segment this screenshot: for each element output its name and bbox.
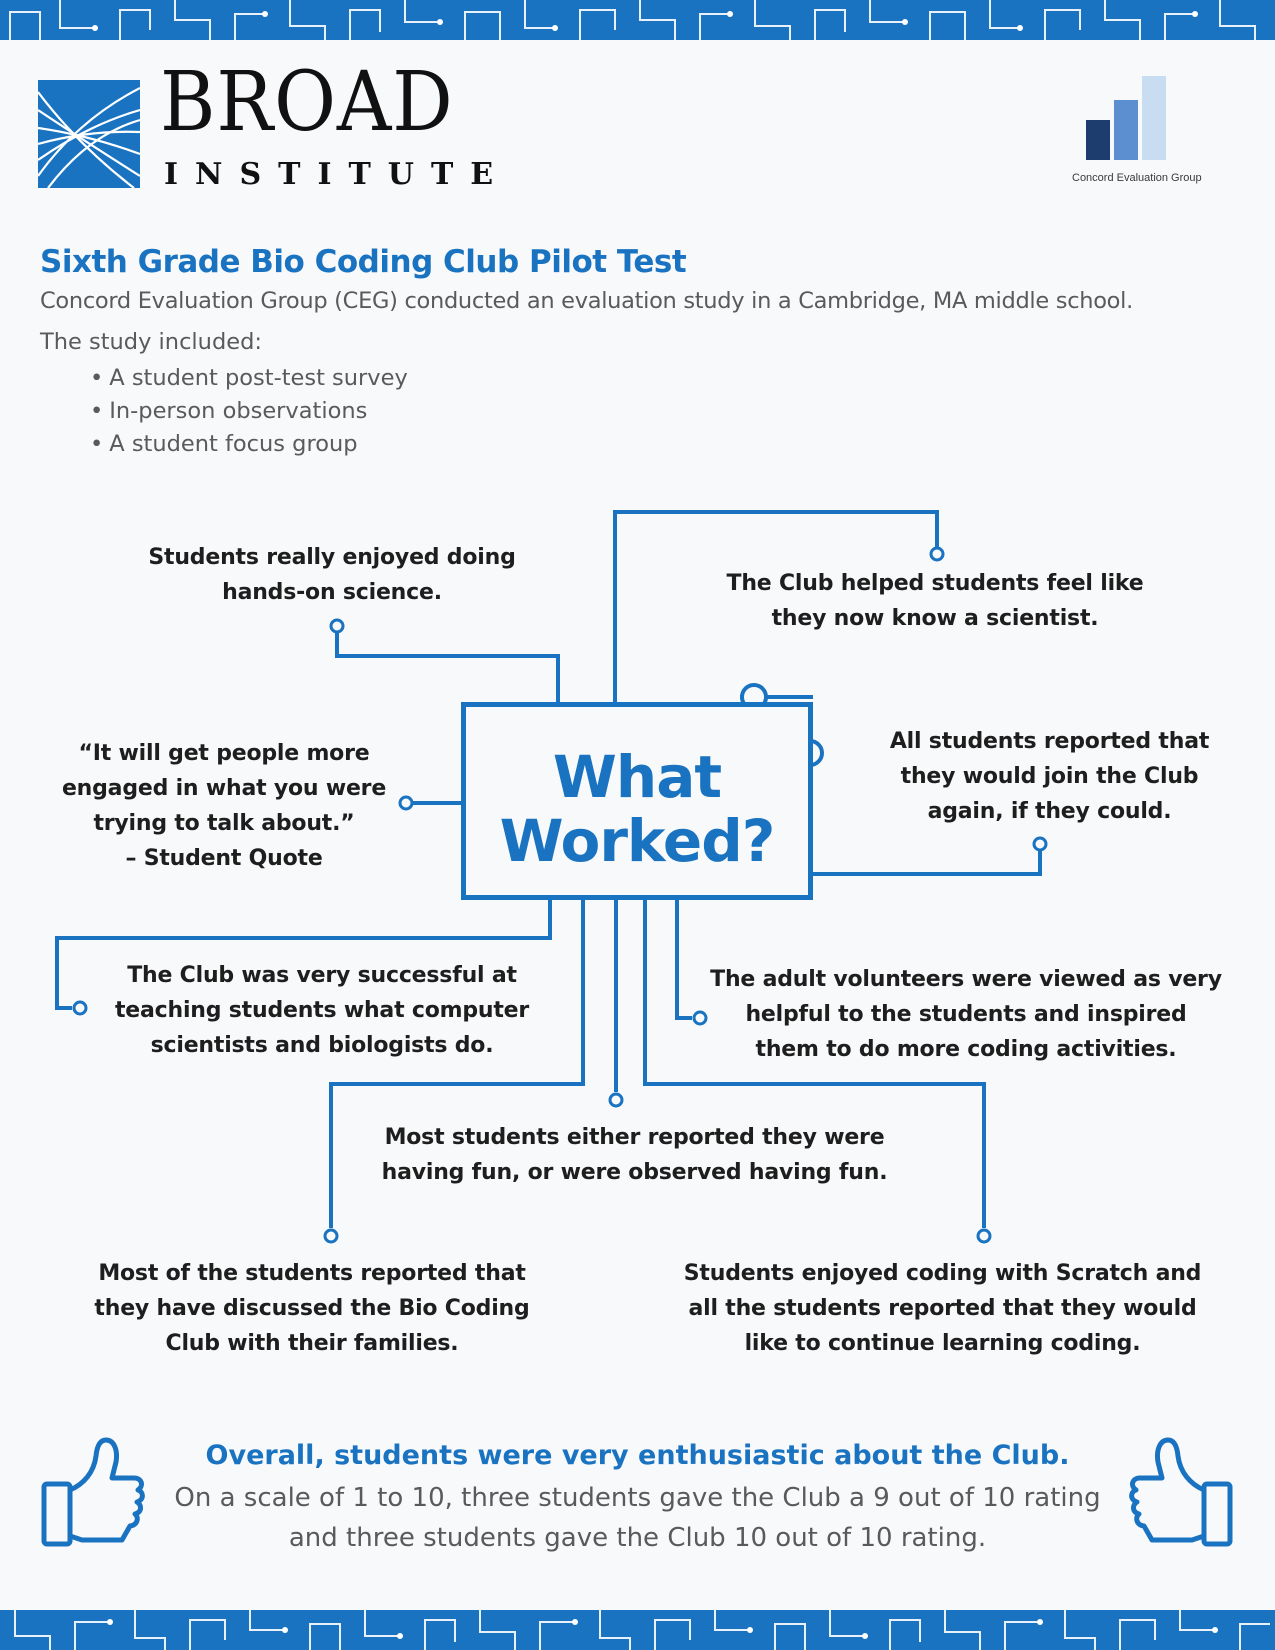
finding-line: The Club was very successful at — [127, 963, 517, 988]
what-worked-box — [461, 702, 813, 900]
thumbs-up-icon — [1128, 1432, 1236, 1550]
what-worked-heading — [466, 745, 808, 873]
quote-attribution: – Student Quote — [125, 846, 323, 871]
finding-line: they have discussed the Bio Coding — [94, 1296, 530, 1321]
finding-line: Club with their families. — [165, 1331, 459, 1356]
ceg-name: Concord Evaluation Group — [1072, 172, 1202, 184]
student-quote — [44, 736, 404, 876]
finding-line: Students really enjoyed doing — [148, 545, 516, 570]
broad-wordmark: BROAD — [160, 55, 454, 150]
finding-line: The Club helped students feel like — [726, 571, 1144, 596]
bullet-item: • A student post-test survey — [90, 362, 1240, 395]
finding-fun — [362, 1120, 907, 1190]
quote-line: trying to talk about.” — [93, 811, 355, 836]
quote-line: “It will get people more — [78, 741, 370, 766]
finding-line: Students enjoyed coding with Scratch and — [683, 1261, 1202, 1286]
finding-line: Most students either reported they were — [384, 1125, 885, 1150]
finding-line: Most of the students reported that — [98, 1261, 526, 1286]
finding-line: they would join the Club — [900, 764, 1199, 789]
finding-volunteers — [706, 962, 1226, 1067]
overall-rating-text: On a scale of 1 to 10, three students gave the Club a 9 out of 10 rating and three students gave the Club 10 out of 10 rating. — [174, 1483, 1101, 1553]
study-included-label: The study included: — [40, 329, 262, 356]
overall-title: Overall, students were very enthusiastic about the Club. — [205, 1440, 1070, 1471]
page-subtitle: Concord Evaluation Group (CEG) conducted an evaluation study in a Cambridge, MA middle school. — [40, 288, 1133, 315]
finding-line: they now know a scientist. — [771, 606, 1099, 631]
page-title: Sixth Grade Bio Coding Club Pilot Test — [40, 244, 687, 280]
finding-line: them to do more coding activities. — [755, 1037, 1177, 1062]
institute-wordmark: INSTITUTE — [164, 157, 511, 192]
finding-line: all the students reported that they would — [688, 1296, 1197, 1321]
finding-line: again, if they could. — [927, 799, 1172, 824]
finding-families — [72, 1256, 552, 1361]
finding-line: scientists and biologists do. — [150, 1033, 494, 1058]
finding-line: hands-on science. — [222, 580, 442, 605]
finding-line: helpful to the students and inspired — [745, 1002, 1187, 1027]
finding-line: teaching students what computer — [114, 998, 530, 1023]
finding-line: All students reported that — [889, 729, 1210, 754]
bullet-item: • In-person observations — [90, 395, 1240, 428]
finding-hands-on — [132, 540, 532, 610]
bottom-circuit-band — [0, 1610, 1275, 1650]
what-worked-line2: Worked? — [499, 807, 775, 875]
finding-scratch — [660, 1256, 1225, 1361]
finding-know-scientist — [700, 566, 1170, 636]
quote-line: engaged in what you were — [61, 776, 387, 801]
finding-join-again — [862, 724, 1237, 829]
finding-teaching — [92, 958, 552, 1063]
bullet-item: • A student focus group — [90, 428, 1240, 461]
finding-line: The adult volunteers were viewed as very — [710, 967, 1222, 992]
finding-line: having fun, or were observed having fun. — [381, 1160, 888, 1185]
what-worked-line1: What — [552, 743, 722, 811]
finding-line: like to continue learning coding. — [744, 1331, 1141, 1356]
